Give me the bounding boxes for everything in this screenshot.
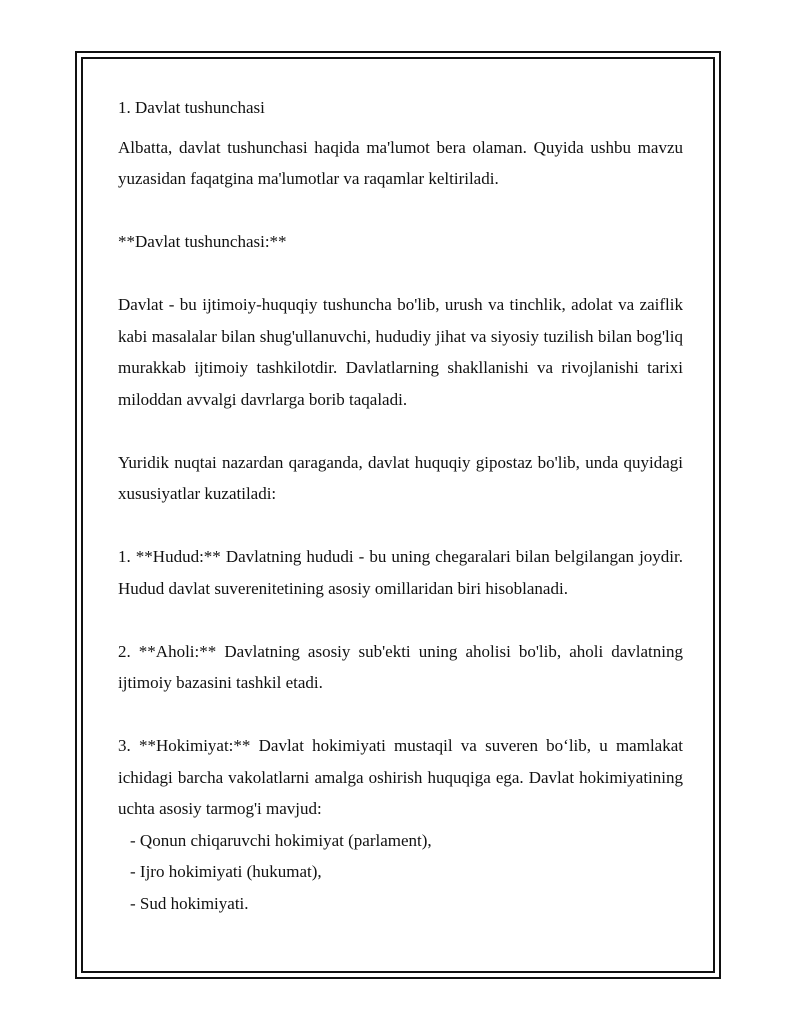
spacer [118, 258, 683, 290]
branch-item-executive: - Ijro hokimiyati (hukumat), [130, 862, 322, 881]
document-body [118, 92, 683, 919]
list-item-territory: 1. **Hudud:** Davlatning hududi - bu uning chegaralari bilan belgilangan joydir. Hudud davlat suverenitetining asosiy omillaridan biri hisoblanadi. [118, 547, 683, 598]
list-item-authority: 3. **Hokimiyat:** Davlat hokimiyati mustaqil va suveren bo‘lib, u mamlakat ichidagi barcha vakolatlarni amalga oshirish huquqiga ega. Davlat hokimiyatining uchta asosiy tarmog'i mavjud: [118, 736, 683, 818]
spacer [118, 699, 683, 731]
branch-item-legislative: - Qonun chiqaruvchi hokimiyat (parlament), [130, 830, 432, 850]
intro-paragraph: Albatta, davlat tushunchasi haqida ma'lumot bera olaman. Quyida ushbu mavzu yuzasidan faqatgina ma'lumotlar va raqamlar keltiriladi. [118, 137, 683, 188]
definition-paragraph: Davlat - bu ijtimoiy-huquqiy tushuncha bo'lib, urush va tinchlik, adolat va zaiflik kabi masalalar bilan shug'ullanuvchi, hududiy jihat va siyosiy tuzilish bilan bog'liq murakkab ijtimoiy tashkilotdir. Davlatlarning shakllanishi va rivojlanishi tarixi miloddan avvalgi davrlarga borib taqaladi. [118, 295, 683, 409]
spacer [118, 415, 683, 447]
document-heading: 1. Davlat tushunchasi [118, 98, 265, 117]
list-item-population: 2. **Aholi:** Davlatning asosiy sub'ekti uning aholisi bo'lib, aholi davlatning ijtimoiy bazasini tashkil etadi. [118, 641, 683, 692]
spacer [118, 124, 683, 132]
spacer [118, 604, 683, 636]
branch-item-judicial: - Sud hokimiyati. [130, 893, 249, 913]
spacer [118, 510, 683, 542]
legal-view-paragraph: Yuridik nuqtai nazardan qaraganda, davlat huquqiy gipostaz bo'lib, unda quyidagi xususiyatlar kuzatiladi: [118, 452, 683, 503]
spacer [118, 195, 683, 227]
section-subheading: **Davlat tushunchasi:** [118, 232, 287, 251]
